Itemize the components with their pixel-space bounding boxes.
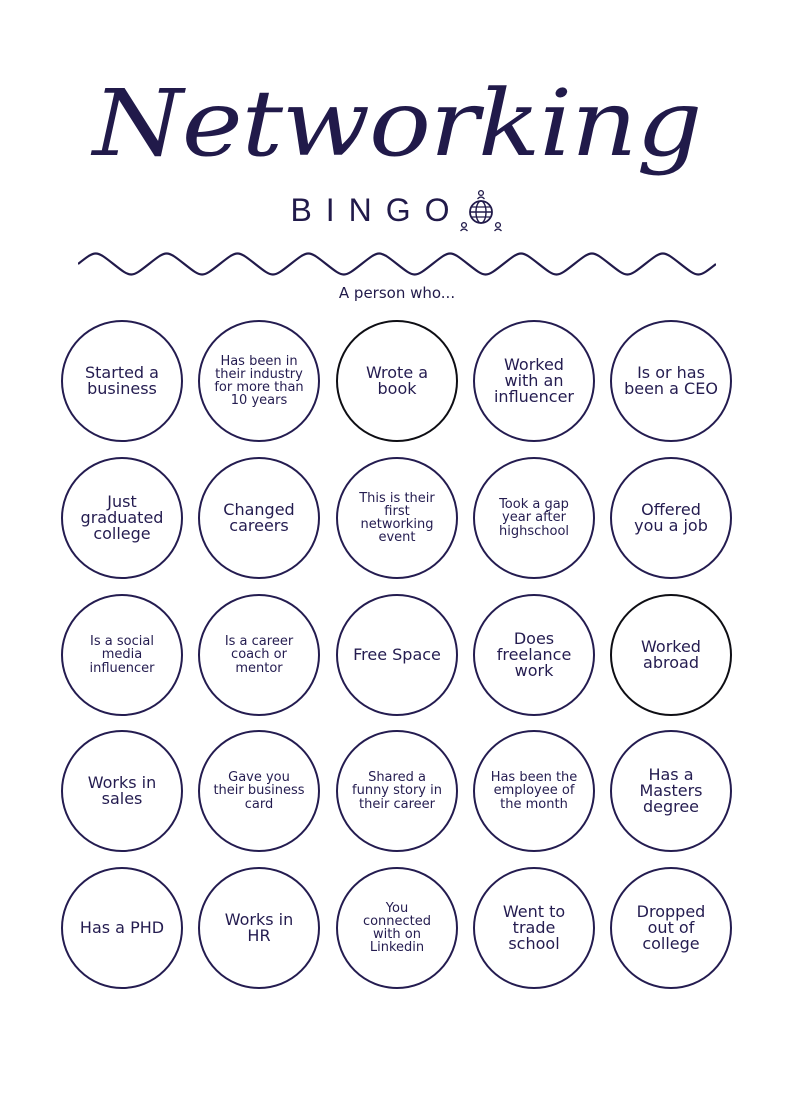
- bingo-cell-text: This is their first networking event: [359, 490, 435, 546]
- bingo-cell-text: Dropped out of college: [636, 901, 706, 954]
- bingo-cell-text: Is a social media influencer: [89, 634, 155, 676]
- bingo-cell[interactable]: [198, 320, 320, 442]
- bingo-cell[interactable]: [198, 730, 320, 852]
- bingo-cell[interactable]: [198, 457, 320, 579]
- bingo-cell-text: Took a gap year after highschool: [498, 497, 570, 539]
- bingo-cell-text: Just graduated college: [80, 491, 164, 544]
- bingo-cell[interactable]: [473, 594, 595, 716]
- bingo-cell-text: Is or has been a CEO: [624, 362, 718, 398]
- bingo-cell-text: Has been in their industry for more than 10 years: [214, 353, 304, 409]
- bingo-cell[interactable]: [610, 730, 732, 852]
- bingo-cell[interactable]: [61, 594, 183, 716]
- bingo-cell[interactable]: [198, 594, 320, 716]
- bingo-cell[interactable]: [473, 867, 595, 989]
- bingo-cell-text: Wrote a book: [365, 362, 429, 398]
- bingo-cell-text: Has been the employee of the month: [490, 770, 578, 812]
- bingo-cell-text: Has a PHD: [79, 917, 165, 937]
- bingo-cell-text: Started a business: [85, 362, 159, 398]
- bingo-cell-text: Worked with an influencer: [493, 354, 574, 407]
- page-title: Networking: [92, 70, 702, 177]
- bingo-cell[interactable]: [610, 867, 732, 989]
- bingo-cell[interactable]: [610, 320, 732, 442]
- bingo-cell[interactable]: [198, 867, 320, 989]
- bingo-cell-text: Offered you a job: [634, 499, 708, 535]
- bingo-cell[interactable]: [473, 320, 595, 442]
- prompt-text: A person who...: [338, 284, 456, 302]
- bingo-cell[interactable]: [336, 457, 458, 579]
- bingo-cell[interactable]: [61, 867, 183, 989]
- bingo-cell-text: Free Space: [353, 644, 441, 664]
- bingo-cell[interactable]: [336, 730, 458, 852]
- bingo-cell[interactable]: [473, 730, 595, 852]
- bingo-cell-text: Works in sales: [87, 772, 157, 808]
- bingo-cell-text: Has a Masters degree: [639, 764, 703, 817]
- bingo-cell[interactable]: [610, 457, 732, 579]
- bingo-cell-text: You connected with on Linkedin: [362, 900, 432, 956]
- bingo-cell-text: Changed careers: [223, 499, 295, 535]
- bingo-cell-text: Gave you their business card: [213, 770, 305, 812]
- bingo-subtitle: BINGO: [290, 191, 464, 228]
- bingo-cell-text: Does freelance work: [496, 628, 572, 681]
- bingo-cell-text: Works in HR: [224, 909, 294, 945]
- bingo-cell[interactable]: [61, 457, 183, 579]
- bingo-cell[interactable]: [61, 320, 183, 442]
- bingo-cell[interactable]: [473, 457, 595, 579]
- bingo-cell[interactable]: [610, 594, 732, 716]
- bingo-cell-text: Shared a funny story in their career: [352, 770, 442, 812]
- bingo-cell-text: Worked abroad: [641, 636, 701, 672]
- bingo-cell[interactable]: [61, 730, 183, 852]
- bingo-cell[interactable]: [336, 867, 458, 989]
- bingo-cell-text: Is a career coach or mentor: [224, 634, 294, 676]
- bingo-cell-text: Went to trade school: [502, 901, 566, 954]
- bingo-cell[interactable]: [336, 594, 458, 716]
- bingo-cell[interactable]: [336, 320, 458, 442]
